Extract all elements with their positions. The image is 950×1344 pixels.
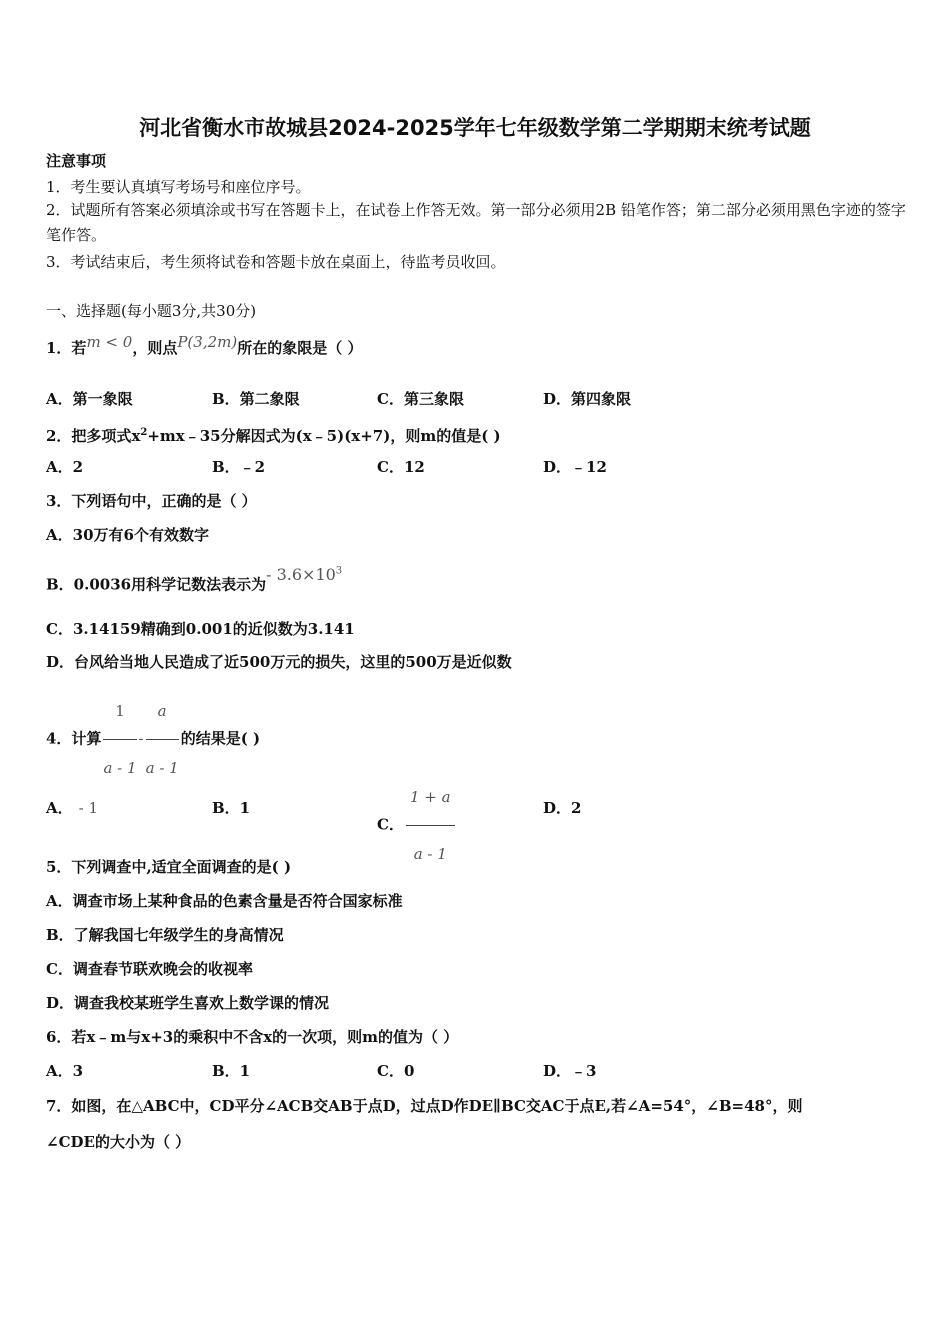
q2-option-b[interactable]: B．﹣2 (212, 458, 266, 476)
q3-option-c[interactable]: C．3.14159精确到0.001的近似数为3.141 (46, 620, 355, 638)
q1-mid: ，则点 (132, 339, 178, 357)
q4-fraction-1: $\frac{1}{a - 1}$ (103, 686, 136, 793)
q4-option-a-value: - 1 (78, 799, 99, 817)
q4-option-c-label: C． (377, 815, 404, 834)
question-1 (46, 333, 363, 358)
q4-option-b[interactable]: B．1 (212, 799, 251, 817)
q3-option-a[interactable]: A．30万有6个有效数字 (46, 526, 209, 544)
q3-option-b-text: B．0.0036用科学记数法表示为 (46, 575, 267, 594)
q1-suffix: 所在的象限是（ ） (237, 339, 363, 357)
q1-option-c[interactable]: C．第三象限 (377, 390, 464, 408)
q4-option-c-fraction: $\frac{1 + a}{a - 1}$ (406, 772, 455, 879)
q4-option-a[interactable] (46, 798, 98, 818)
q4-option-a-label: A． (46, 799, 73, 817)
question-4 (46, 686, 260, 793)
q1-prefix: 1．若 (46, 339, 87, 357)
q2-text-a: 2．把多项式x (46, 427, 141, 445)
q1-condition: m < 0 (86, 333, 133, 351)
q2-superscript: 2 (140, 427, 148, 438)
question-7-line-1: 7．如图，在△ABC中，CD平分∠ACB交AB于点D，过点D作DE∥BC交AC于点E,若∠A=54°，∠B=48°，则 (46, 1097, 803, 1115)
q4-fraction-2: $\frac{a}{a - 1}$ (146, 686, 179, 793)
page-title: 河北省衡水市故城县2024-2025学年七年级数学第二学期期末统考试题 (139, 116, 811, 140)
q2-option-d[interactable]: D．﹣12 (543, 458, 607, 476)
notice-item-2: 2．试题所有答案必须填涂或书写在答题卡上，在试卷上作答无效。第一部分必须用2B 铅笔作答；第二部分必须用黑色字迹的签字笔作答。 (46, 201, 906, 244)
q1-point: P(3,2m) (177, 333, 238, 351)
q6-option-a[interactable]: A．3 (46, 1062, 84, 1080)
question-7-line-2: ∠CDE的大小为（ ） (46, 1133, 191, 1151)
q2-option-a[interactable]: A．2 (46, 458, 84, 476)
q1-option-b[interactable]: B．第二象限 (212, 390, 300, 408)
q6-option-b[interactable]: B．1 (212, 1062, 251, 1080)
notice-item-1: 1．考生要认真填写考场号和座位序号。 (46, 178, 311, 196)
question-5: 5．下列调查中,适宜全面调查的是( ) (46, 858, 292, 876)
q6-option-c[interactable]: C．0 (377, 1062, 415, 1080)
q4-option-d[interactable]: D．2 (543, 799, 582, 817)
q4-suffix: 的结果是( ) (180, 729, 261, 748)
q1-option-a[interactable]: A．第一象限 (46, 390, 133, 408)
q1-option-d[interactable]: D．第四象限 (543, 390, 632, 408)
q5-option-d[interactable]: D．调查我校某班学生喜欢上数学课的情况 (46, 994, 330, 1012)
question-6: 6．若x﹣m与x+3的乘积中不含x的一次项，则m的值为（ ） (46, 1028, 459, 1046)
q3-option-d[interactable]: D．台风给当地人民造成了近500万元的损失，这里的500万是近似数 (46, 653, 512, 671)
q2-text-b: +mx﹣35分解因式为(x﹣5)(x+7)，则m的值是( ) (147, 427, 501, 445)
q5-option-c[interactable]: C．调查春节联欢晚会的收视率 (46, 960, 253, 978)
q3-option-b-math: - $3.6\times 10^3$ (266, 565, 343, 585)
question-3: 3．下列语句中，正确的是（ ） (46, 492, 257, 510)
notice-heading: 注意事项 (46, 152, 107, 170)
notice-item-3: 3．考试结束后，考生须将试卷和答题卡放在桌面上，待监考员收回。 (46, 253, 506, 271)
q4-minus: - (138, 729, 144, 748)
section-heading: 一、选择题(每小题3分,共30分) (46, 302, 257, 320)
q5-option-b[interactable]: B．了解我国七年级学生的身高情况 (46, 926, 284, 944)
q4-option-c[interactable] (377, 772, 457, 879)
q6-option-d[interactable]: D．﹣3 (543, 1062, 597, 1080)
question-2 (46, 423, 501, 446)
q3-option-b[interactable] (46, 565, 343, 594)
q5-option-a[interactable]: A．调查市场上某种食品的色素含量是否符合国家标准 (46, 892, 403, 910)
q4-prefix: 4．计算 (46, 729, 102, 748)
q2-option-c[interactable]: C．12 (377, 458, 425, 476)
